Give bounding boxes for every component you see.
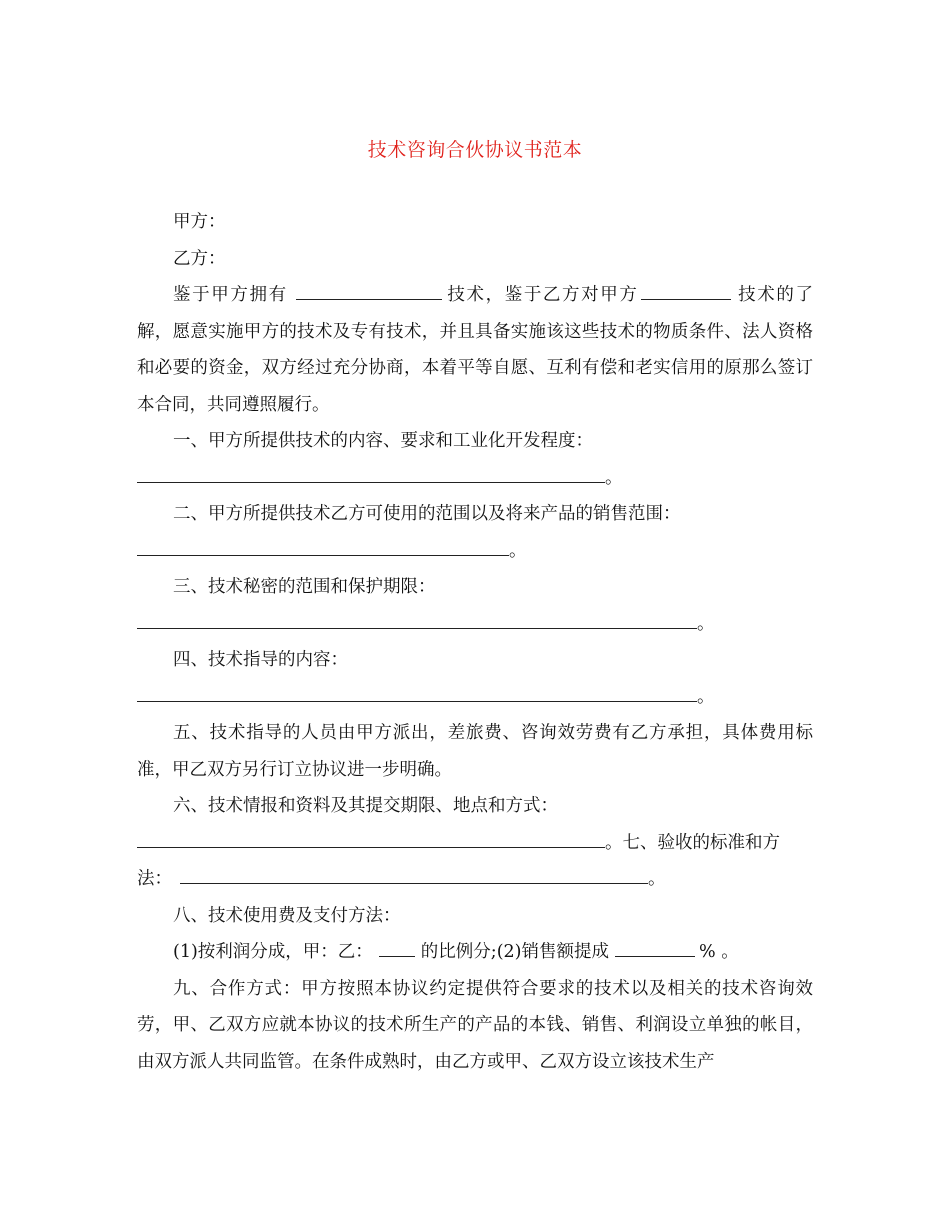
section-1-period: 。 <box>605 467 623 488</box>
section-5-paragraph: 五、技术指导的人员由甲方派出，差旅费、咨询效劳费有乙方承担，具体费用标准，甲乙双方另行订立协议进一步明确。 <box>137 723 813 780</box>
profit-ratio-blank[interactable] <box>379 934 415 957</box>
document-title: 技术咨询合伙协议书范本 <box>367 139 583 161</box>
technology-blank-b[interactable] <box>641 277 731 300</box>
section-2-heading: 二、甲方所提供技术乙方可使用的范围以及将来产品的销售范围： <box>173 504 681 524</box>
intro-part1: 鉴于甲方拥有 <box>173 285 288 305</box>
section-8-profit-text: (1)按利润分成，甲：乙： <box>173 942 373 962</box>
section-3-blank[interactable] <box>137 606 697 629</box>
section-9-paragraph: 九、合作方式：甲方按照本协议约定提供符合要求的技术以及相关的技术咨询效劳，甲、乙双方应就本协议的技术所生产的产品的本钱、销售、利润设立单独的帐目，由双方派人共同监管。在条件成熟时，由乙方或甲、乙双方设立该技术生产 <box>137 978 813 1072</box>
section-2-fill-line <box>137 533 813 570</box>
section-6-fill-line <box>137 825 813 862</box>
section-7-heading: 七、验收的标准和方 <box>622 832 780 853</box>
intro-part3: 技术的了解，愿意实施甲方的技术及专有技术，并且具备实施该这些技术的物质条件、法人资格和必要的资金，双方经过充分协商，本着平等自愿、互利有偿和老实信用的原那么签订本合同，共同遵照履行。 <box>137 285 814 415</box>
section-3-period: 。 <box>697 613 715 634</box>
section-8-sales-text: 的比例分;(2)销售额提成 <box>420 942 609 962</box>
section-1-heading: 一、甲方所提供技术的内容、要求和工业化开发程度： <box>173 431 593 451</box>
section-7-blank[interactable] <box>180 861 648 884</box>
section-4-period: 。 <box>697 686 715 707</box>
section-6-blank[interactable] <box>137 825 605 848</box>
section-2-blank[interactable] <box>137 533 509 556</box>
section-7-period: 。 <box>648 869 666 889</box>
intro-paragraph <box>137 277 813 423</box>
percent-sign: % <box>698 942 716 962</box>
party-a-line: 甲方： <box>173 212 226 232</box>
section-3-heading: 三、技术秘密的范围和保护期限： <box>173 577 436 597</box>
section-6-period: 。 <box>605 832 623 853</box>
technology-blank-a[interactable] <box>296 277 442 300</box>
section-1-fill-line <box>137 460 813 497</box>
intro-part2: 技术，鉴于乙方对甲方 <box>445 285 639 305</box>
section-8-period: 。 <box>715 942 739 962</box>
section-2-period: 。 <box>509 540 527 561</box>
section-4-blank[interactable] <box>137 679 697 702</box>
section-6-heading: 六、技术情报和资料及其提交期限、地点和方式： <box>173 796 558 816</box>
section-1-blank[interactable] <box>137 460 605 483</box>
party-b-line: 乙方： <box>173 248 226 269</box>
section-8-item-1 <box>137 934 813 971</box>
document-body <box>137 204 813 1080</box>
section-4-heading: 四、技术指导的内容： <box>173 650 348 670</box>
section-3-fill-line <box>137 606 813 643</box>
section-7-fill-line <box>137 861 813 898</box>
section-8-heading: 八、技术使用费及支付方法： <box>173 905 401 926</box>
section-7-tail: 法： <box>137 869 172 889</box>
sales-percent-blank[interactable] <box>615 934 695 957</box>
section-4-fill-line <box>137 679 813 716</box>
